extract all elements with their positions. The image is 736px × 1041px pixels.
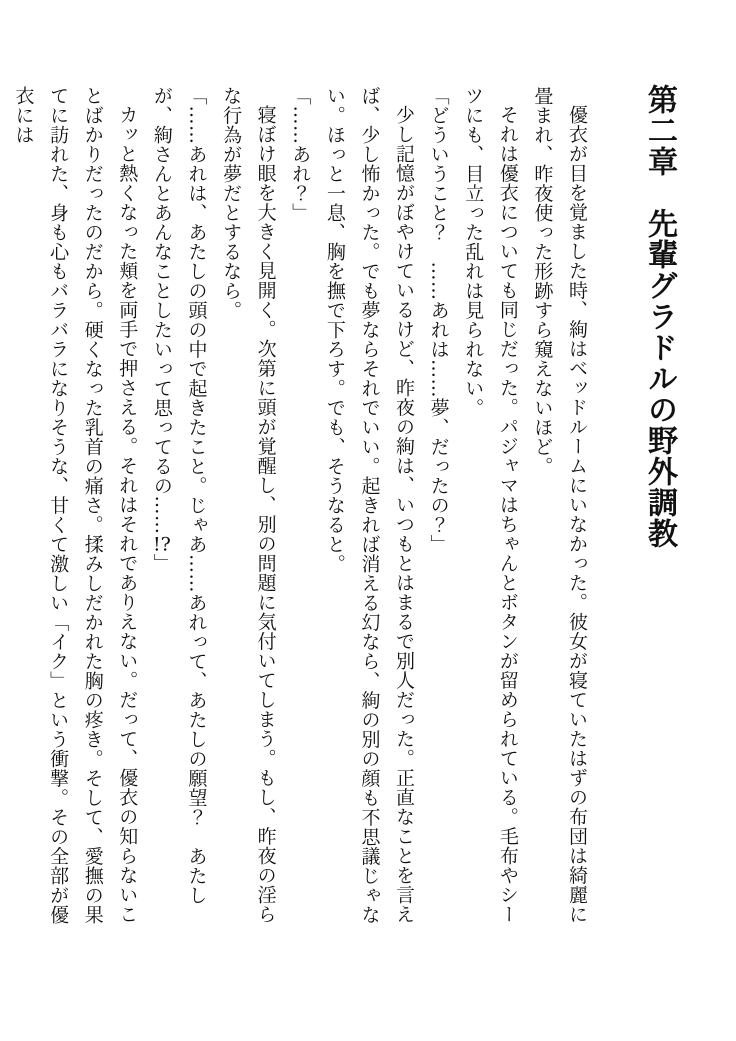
body-text	[12, 86, 594, 926]
paragraph: それは優衣についても同じだった。パジャマはちゃんとボタンが留められている。毛布やシーツにも、目立った乱れは見られない。	[462, 86, 519, 924]
paragraph-dialogue: 「どういうこと？ ……あれは……夢、だったの？」	[427, 86, 450, 554]
chapter-title: 第二章 先輩グラドルの野外調教	[642, 84, 677, 549]
paragraph: 寝ぼけ眼を大きく見開く。次第に頭が覚醒し、別の問題に気付いてしまう。もし、昨夜の淫らな行為が夢だとするなら。	[220, 86, 277, 924]
paragraph-dialogue: 「……あれ？」	[289, 86, 312, 223]
paragraph: カッと熱くなった頬を両手で押さえる。それはそれでありえない。だって、優衣の知らないことばかりだったのだから。硬くなった乳首の痛さ。揉みしだかれた胸の疼き。そして、愛撫の果てに訪れた、身も心もバラバラになりそうな、甘くて激しい「イク」という衝撃。その全部が優衣には	[12, 86, 139, 925]
paragraph: 少し記憶がぼやけているけど、昨夜の絢は、いつもとはまるで別人だった。正直なことを言えば、少し怖かった。でも夢ならそれでいい。起きれば消える幻なら、絢の別の顔も不思議じゃない。ほっと一息、胸を撫で下ろす。でも、そうなると。	[323, 86, 416, 925]
paragraph: 優衣が目を覚ました時、絢はベッドルームにいなかった。彼女が寝ていたはずの布団は綺麗に畳まれ、昨夜使った形跡すら窺えないほど。	[531, 86, 588, 924]
paragraph-dialogue: 「……あれは、あたしの頭の中で起きたこと。じゃあ……あれって、あたしの願望？ あたしが、絢さんとあんなことしたいって思ってるの……!?」	[150, 86, 208, 905]
